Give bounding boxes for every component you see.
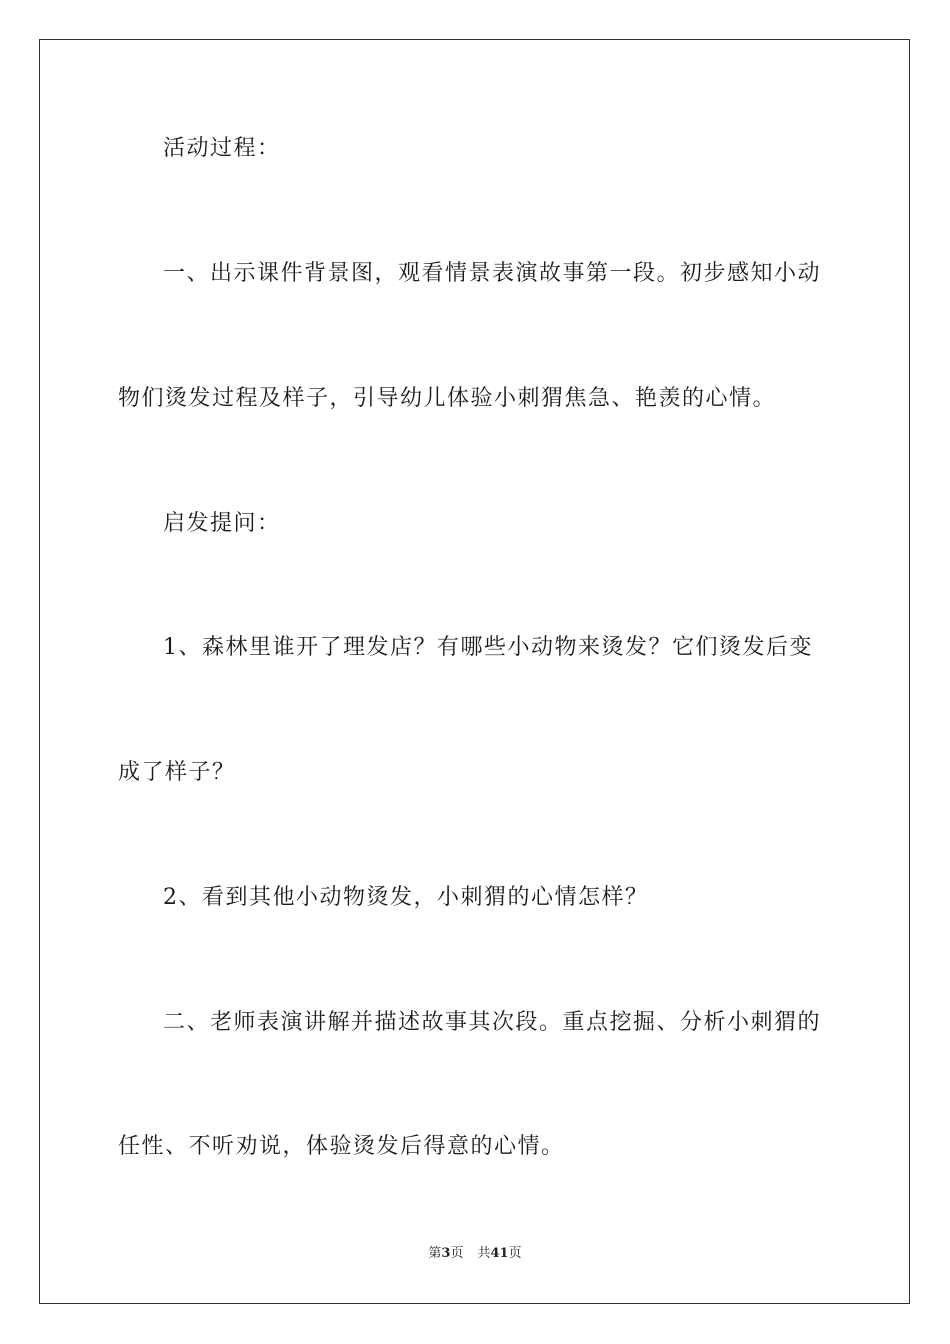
paragraph-line: 物们烫发过程及样子，引导幼儿体验小刺猬焦急、艳羡的心情。 — [118, 386, 777, 411]
paragraph-line: 2、看到其他小动物烫发，小刺猬的心情怎样？ — [163, 885, 649, 910]
footer-total-prefix: 共 — [477, 1246, 491, 1261]
footer-total-pages: 41 — [490, 1246, 509, 1261]
paragraph-heading-activity-process: 活动过程： — [163, 136, 281, 161]
page-border — [39, 39, 910, 1304]
paragraph-line: 一、出示课件背景图，观看情景表演故事第一段。初步感知小动 — [163, 261, 822, 286]
footer-total-suffix: 页 — [508, 1246, 522, 1261]
footer-page-suffix: 页 — [450, 1246, 464, 1261]
paragraph-line: 二、老师表演讲解并描述故事其次段。重点挖掘、分析小刺猬的 — [163, 1010, 822, 1035]
paragraph-line: 1、森林里谁开了理发店？有哪些小动物来烫发？它们烫发后变 — [163, 635, 813, 660]
footer-page-prefix: 第 — [428, 1246, 442, 1261]
paragraph-line: 任性、不听劝说，体验烫发后得意的心情。 — [118, 1134, 565, 1159]
paragraph-heading-questions: 启发提问： — [163, 511, 281, 536]
footer-page-number: 3 — [441, 1246, 451, 1261]
page-footer — [0, 1245, 950, 1263]
paragraph-line: 成了样子？ — [118, 760, 236, 785]
